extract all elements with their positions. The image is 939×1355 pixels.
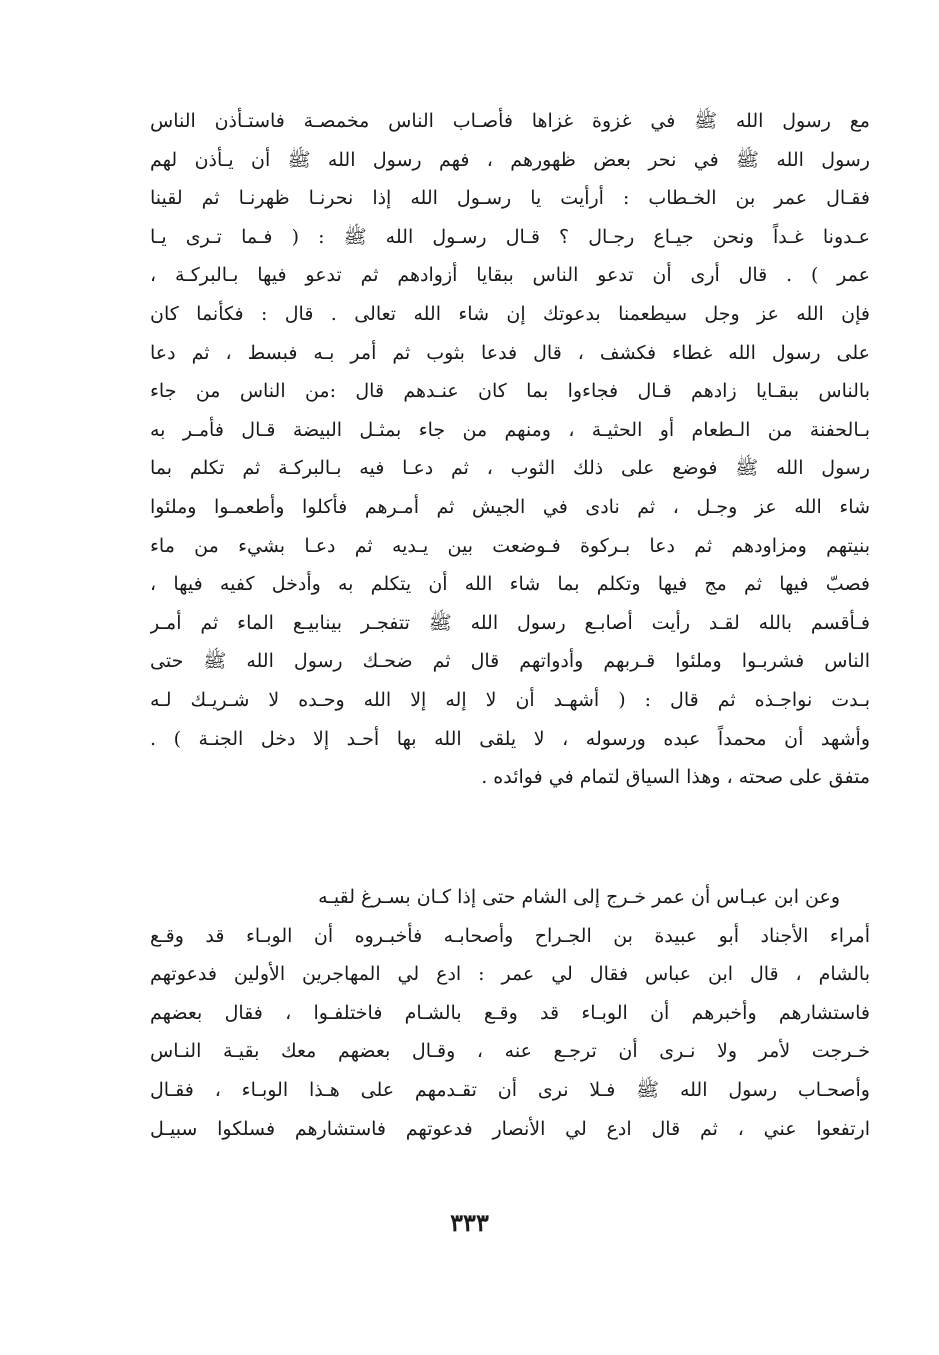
text-line: بالشام ، قال ابن عباس فقال لي عمر : ادع لي المهاجرين الأولين فدعوتهم — [150, 963, 870, 986]
text-line: وعن ابن عبـاس أن عمر خـرج إلى الشام حتى إذا كـان بسـرغ لقيـه — [318, 886, 840, 908]
text-line: أمراء الأجناد أبو عبيدة بن الجـراح وأصحابـه فأخبـروه أن الوبـاء قد وقـع — [150, 924, 870, 947]
text-line: عمر ) . قال أرى أن تدعو الناس ببقايا أزوادهم ثم تدعو فيها بـالبركـة ، — [150, 264, 870, 287]
text-line: فقـال عمر بن الخـطاب : أرأيت يا رسـول الله إذا نحرنـا ظهرنـا ثم لقينا — [150, 187, 870, 210]
paragraph-1 — [150, 102, 870, 797]
text-line: وأشهد أن محمداً عبده ورسوله ، لا يلقى الله بها أحـد إلا دخل الجنـة ) . — [150, 727, 870, 750]
text-line: الناس فشربـوا وملئوا قـربهم وأدواتهم قال ثم ضحـك رسول الله ﷺ حتى — [150, 650, 870, 673]
text-line: وأصحـاب رسول الله ﷺ فـلا نرى أن تقـدمهم على هـذا الوبـاء ، فقـال — [150, 1078, 870, 1101]
text-line: شاء الله عز وجـل ، ثم نادى في الجيش ثم أمـرهم فأكلوا وأطعمـوا وملئوا — [150, 495, 870, 518]
text-line: فصبّ فيها ثم مج فيها وتكلم بما شاء الله أن يتكلم به وأدخل كفيه فيها ، — [150, 573, 870, 596]
text-line: فـأقسم بالله لقـد رأيت أصابـع رسول الله ﷺ تتفجـر بينابيـع الماء ثم أمـر — [150, 611, 870, 634]
text-line: رسول الله ﷺ فوضع على ذلك الثوب ، ثم دعـا فيه بـالبركـة ثم تكلم بما — [150, 457, 870, 480]
text-line: فاستشارهم وأخبرهم أن الوبـاء قد وقـع بالشـام فاختلفـوا ، فقال بعضهم — [150, 1001, 870, 1024]
text-line: على رسول الله غطاء فكشف ، قال فدعا بثوب ثم أمر بـه فبسط ، ثم دعا — [150, 341, 870, 364]
text-line: متفق على صحته ، وهذا السياق لتمام في فوائده . — [481, 766, 870, 789]
text-line: بـالحفنة من الـطعام أو الحثيـة ، ومنهم من جاء بمثـل البيضة قـال فأمـر به — [150, 418, 870, 441]
text-line: خـرجت لأمر ولا نـرى أن ترجـع عنه ، وقـال بعضهم معك بقيـة النـاس — [150, 1040, 870, 1063]
text-line: بالناس ببقـايا زادهم قـال فجاءوا بما كان عنـدهم قال :من الناس من جاء — [150, 380, 870, 403]
text-line: رسول الله ﷺ في نحر بعض ظهورهم ، فهم رسول الله ﷺ أن يـأذن لهم — [150, 148, 870, 171]
text-line: بنيتهم ومزاودهم ثم دعا بـركوة فـوضعت بين يـديه ثم دعـا بشيء من ماء — [150, 534, 870, 557]
page-number: ٣٣٣ — [450, 1208, 489, 1237]
text-line: ارتفعوا عني ، ثم قال ادع لي الأنصار فدعوتهم فاستشارهم فسلكوا سبيـل — [150, 1117, 870, 1140]
text-line: فإن الله عز وجل سيطعمنا بدعوتك إن شاء الله تعالى . قال : فكأنما كان — [150, 302, 870, 325]
paragraph-2 — [150, 878, 870, 1148]
text-line: بـدت نواجـذه ثم قال : ( أشهـد أن لا إله إلا الله وحـده لا شـريـك لـه — [150, 688, 870, 711]
text-line: عـدونا غـداً ونحن جيـاع رجـال ؟ قـال رسـول الله ﷺ : ( فـما تـرى يـا — [150, 225, 870, 248]
text-line: مع رسول الله ﷺ في غزوة غزاها فأصـاب الناس مخمصـة فاستـأذن الناس — [150, 110, 870, 132]
